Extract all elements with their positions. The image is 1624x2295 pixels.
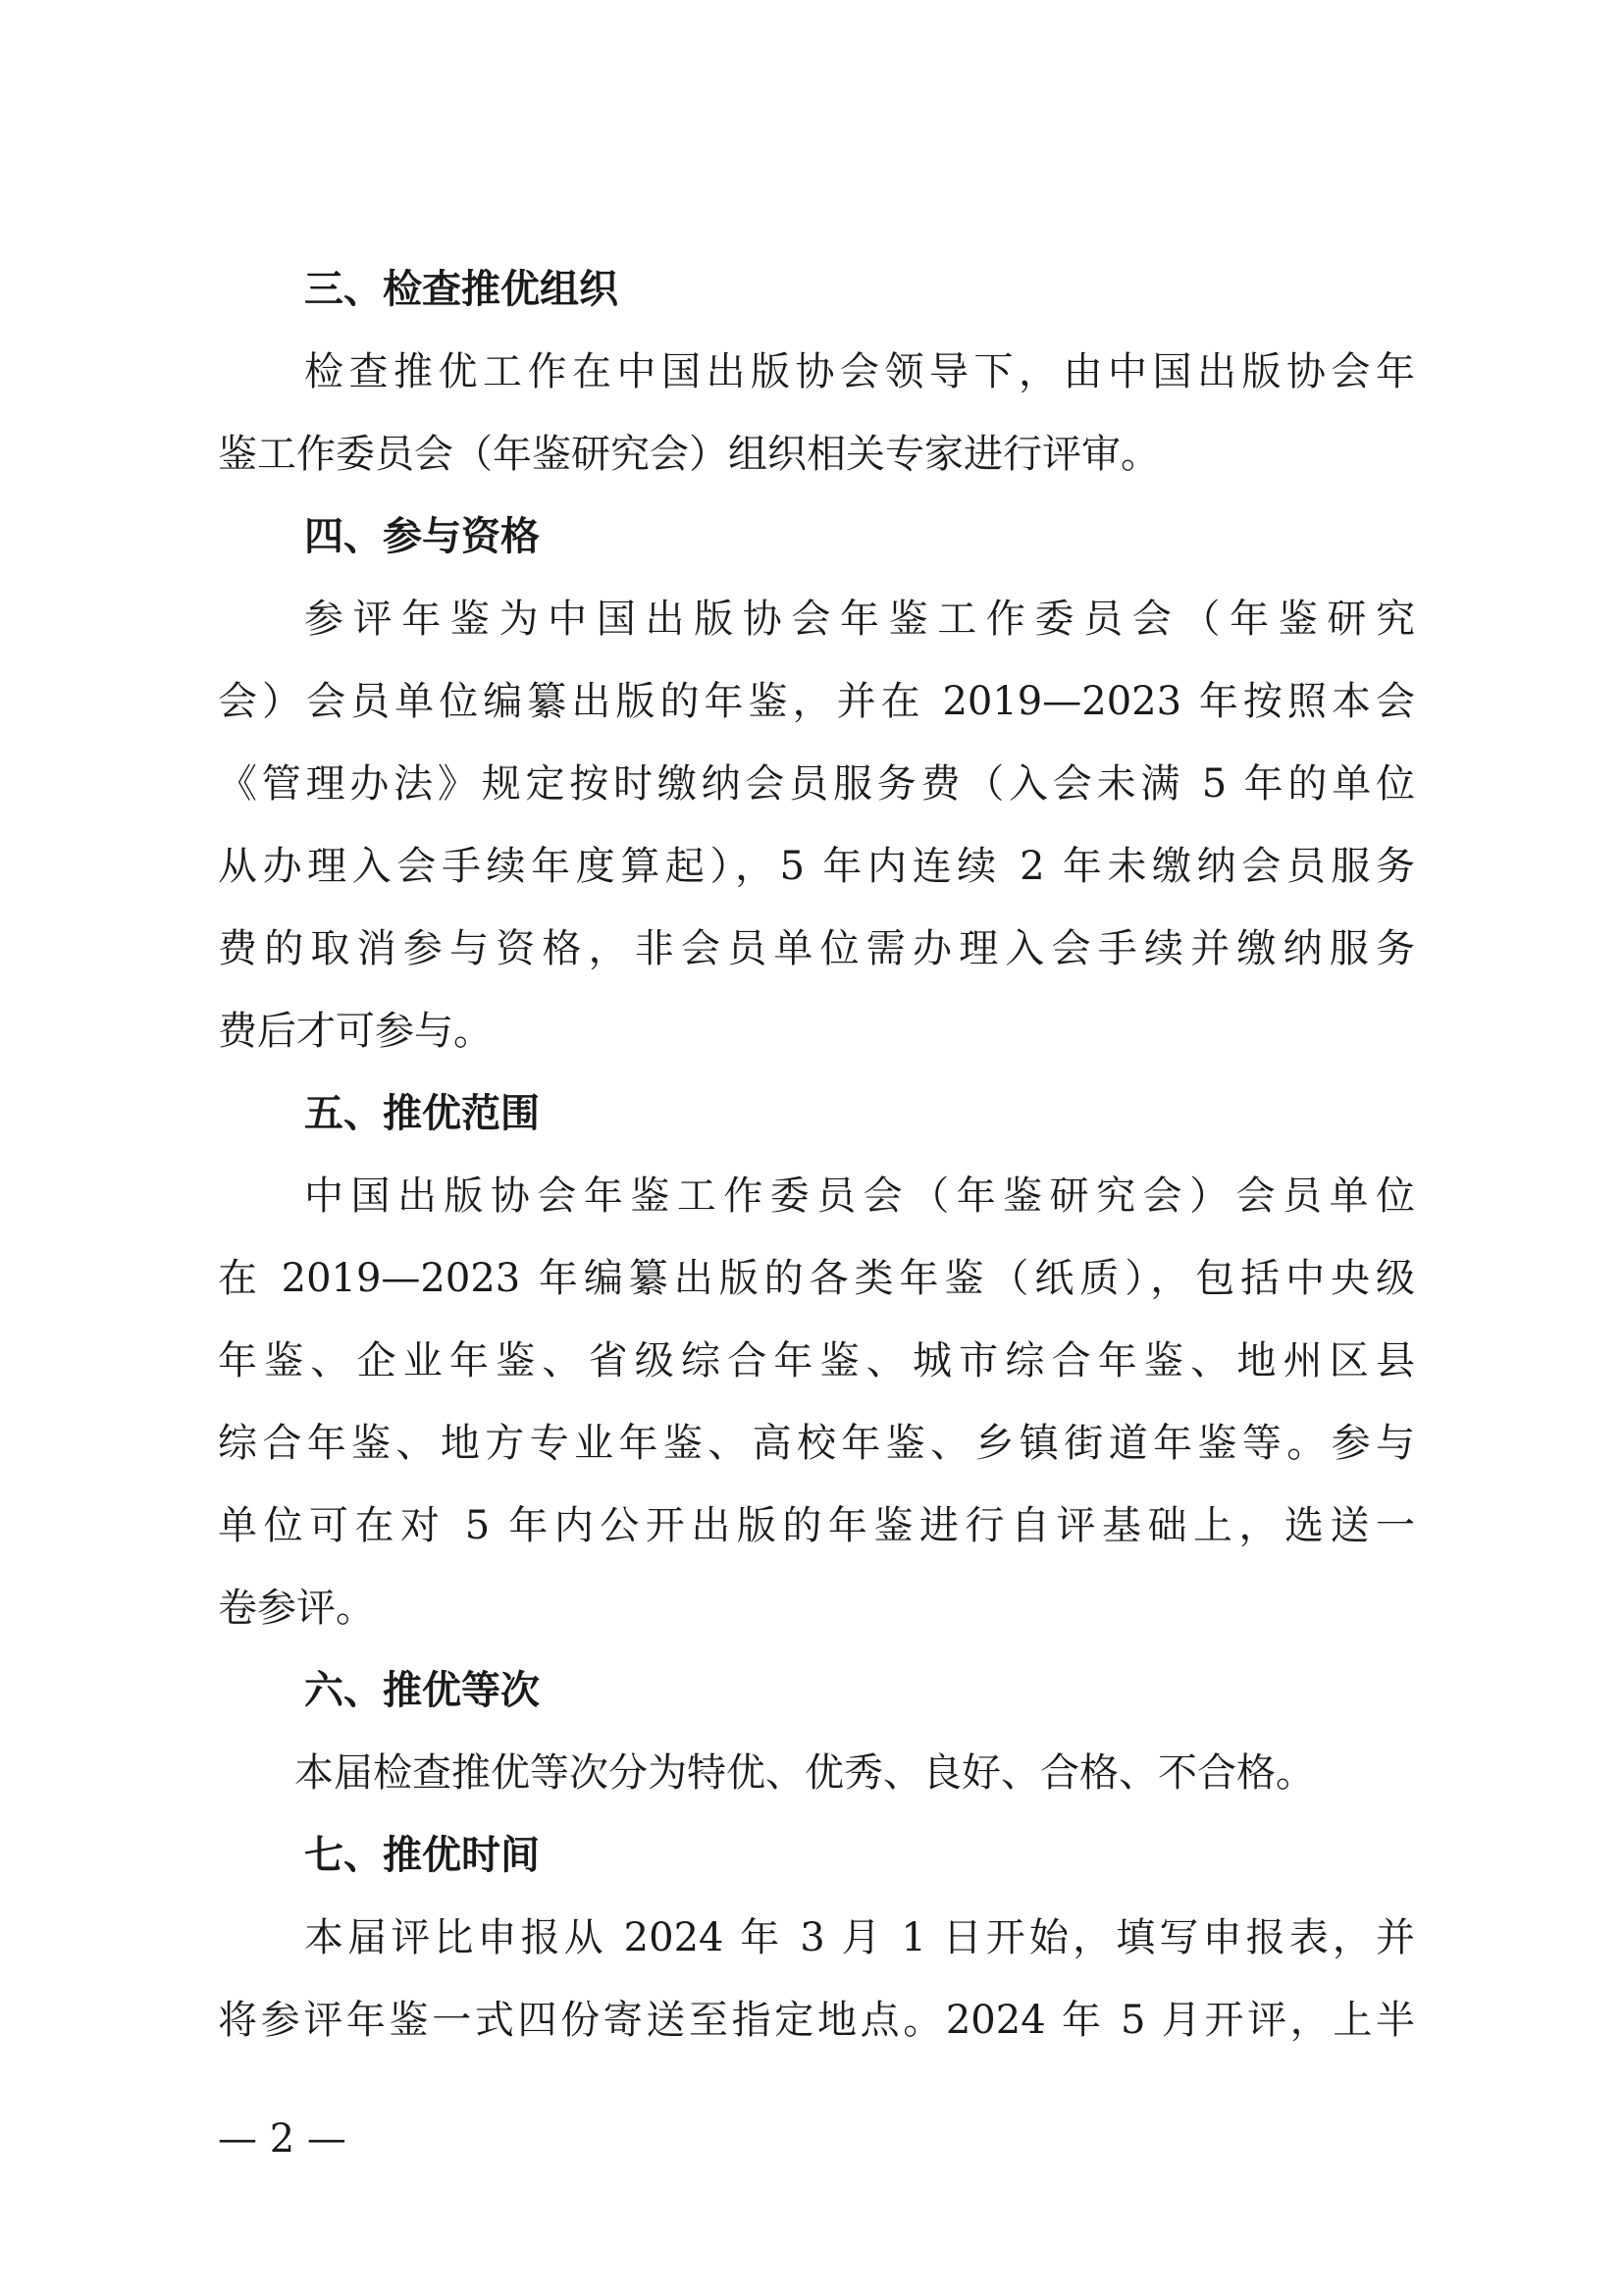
paragraph-line: 年鉴、企业年鉴、省级综合年鉴、城市综合年鉴、地州区县 xyxy=(218,1338,1415,1383)
section-heading-7: 七、推优时间 xyxy=(304,1833,540,1878)
paragraph-line: 鉴工作委员会（年鉴研究会）组织相关专家进行评审。 xyxy=(218,432,1160,477)
paragraph-line: 会）会员单位编纂出版的年鉴，并在 2019—2023 年按照本会 xyxy=(218,679,1415,724)
paragraph-line: 单位可在对 5 年内公开出版的年鉴进行自评基础上，选送一 xyxy=(218,1503,1415,1548)
paragraph-line: 综合年鉴、地方专业年鉴、高校年鉴、乡镇街道年鉴等。参与 xyxy=(218,1421,1415,1466)
paragraph-line: 费后才可参与。 xyxy=(218,1009,493,1054)
paragraph-line: 中国出版协会年鉴工作委员会（年鉴研究会）会员单位 xyxy=(304,1174,1415,1219)
paragraph-line: 本届评比申报从 2024 年 3 月 1 日开始，填写申报表，并 xyxy=(304,1915,1415,1960)
paragraph-line: 卷参评。 xyxy=(218,1586,375,1631)
section-heading-6: 六、推优等次 xyxy=(304,1668,540,1713)
paragraph-line: 《管理办法》规定按时缴纳会员服务费（入会未满 5 年的单位 xyxy=(218,761,1415,807)
section-heading-5: 五、推优范围 xyxy=(304,1091,540,1136)
paragraph-line: 检查推优工作在中国出版协会领导下，由中国出版协会年 xyxy=(304,349,1415,394)
paragraph-line: 从办理入会手续年度算起），5 年内连续 2 年未缴纳会员服务 xyxy=(218,844,1415,889)
section-heading-4: 四、参与资格 xyxy=(304,514,540,559)
paragraph-line: 在 2019—2023 年编纂出版的各类年鉴（纸质），包括中央级 xyxy=(218,1256,1415,1301)
page-number: — 2 — xyxy=(218,2116,346,2162)
paragraph-line: 本届检查推优等次分为特优、优秀、良好、合格、不合格。 xyxy=(294,1750,1315,1796)
paragraph-line: 参评年鉴为中国出版协会年鉴工作委员会（年鉴研究 xyxy=(304,597,1415,642)
paragraph-line: 将参评年鉴一式四份寄送至指定地点。2024 年 5 月开评，上半 xyxy=(218,1998,1415,2043)
paragraph-line: 费的取消参与资格，非会员单位需办理入会手续并缴纳服务 xyxy=(218,926,1415,971)
section-heading-3: 三、检查推优组织 xyxy=(304,267,618,312)
